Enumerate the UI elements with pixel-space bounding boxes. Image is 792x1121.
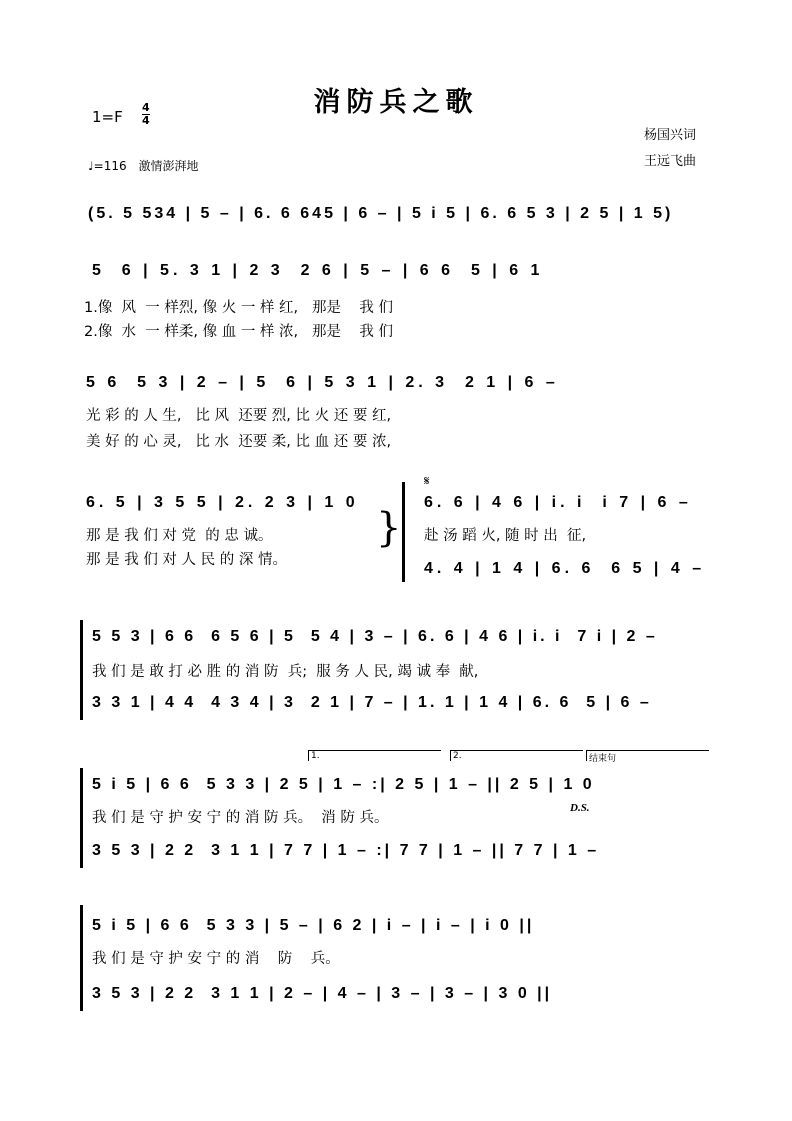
row4-notes-right-top: 6. 6 | 4 6 | i. i i 7 | 6 – <box>424 494 692 511</box>
music-row-4 <box>86 476 712 586</box>
row3-lyric-verse2: 美 好 的 心 灵, 比 水 还要 柔, 比 血 还 要 浓, <box>86 434 392 450</box>
verse-brace: } <box>376 505 402 551</box>
row4-notes-right-bottom: 4. 4 | 1 4 | 6. 6 6 5 | 4 – <box>424 560 706 577</box>
row5-notes-bottom: 3 3 1 | 4 4 4 3 4 | 3 2 1 | 7 – | 1. 1 | 1 4 | 6. 6 5 | 6 – <box>92 694 652 711</box>
row4-lyric-left-verse2: 那 是 我 们 对 人 民 的 深 情。 <box>86 552 287 568</box>
row7-lyric: 我 们 是 守 护 安 宁 的 消 防 兵。 <box>92 951 340 967</box>
row5-bracket <box>80 620 83 720</box>
time-numerator: 4 <box>142 101 150 114</box>
row4-notes-left: 6. 5 | 3 5 5 | 2. 2 3 | 1 0 <box>86 494 359 511</box>
music-row-2 <box>84 262 712 342</box>
segno-sign: 𝄋 <box>424 474 430 489</box>
row4-lyric-left-verse1: 那 是 我 们 对 党 的 忠 诚。 <box>86 528 273 544</box>
dal-segno: D.S. <box>570 802 590 814</box>
row7-bracket <box>80 905 83 1011</box>
row4-lyric-right: 赴 汤 蹈 火, 随 时 出 征, <box>424 528 587 544</box>
row6-notes-bottom: 3 5 3 | 2 2 3 1 1 | 7 7 | 1 – :| 7 7 | 1 – || 7 7 | 1 – <box>92 842 600 859</box>
row5-notes-top: 5 5 3 | 6 6 6 5 6 | 5 5 4 | 3 – | 6. 6 | 4 6 | i. i 7 i | 2 – <box>92 628 658 645</box>
row7-notes-bottom: 3 5 3 | 2 2 3 1 1 | 2 – | 4 – | 3 – | 3 – | 3 0 || <box>92 985 553 1002</box>
music-row-3 <box>86 374 712 454</box>
row3-notes: 5 6 5 3 | 2 – | 5 6 | 5 3 1 | 2. 3 2 1 | 6 – <box>86 374 559 391</box>
song-title: 消防兵之歌 <box>313 87 479 118</box>
row6-notes-top: 5 i 5 | 6 6 5 3 3 | 2 5 | 1 – :| 2 5 | 1 – || 2 5 | 1 0 <box>92 776 595 793</box>
row2-lyric-verse1: 1.像 风 一 样烈, 像 火 一 样 红, 那是 我 们 <box>84 300 394 316</box>
row5-lyric: 我 们 是 敢 打 必 胜 的 消 防 兵; 服 务 人 民, 竭 诚 奉 献, <box>92 664 479 680</box>
time-signature <box>142 102 150 127</box>
music-row-5 <box>80 620 712 720</box>
expression-marking: 激情澎湃地 <box>138 159 199 173</box>
time-denominator: 4 <box>142 114 150 127</box>
key-signature: 1=F <box>92 108 123 126</box>
row7-notes-top: 5 i 5 | 6 6 5 3 3 | 5 – | 6 2 | i – | i – | i 0 || <box>92 917 535 934</box>
ending-bracket: 结束句 <box>586 750 709 761</box>
volta-second: 2. <box>450 750 583 761</box>
row3-lyric-verse1: 光 彩 的 人 生, 比 风 还要 烈, 比 火 还 要 红, <box>86 408 392 424</box>
tempo-marking <box>88 157 198 174</box>
volta-first: 1. <box>308 750 441 761</box>
row2-notes: 5 6 | 5. 3 1 | 2 3 2 6 | 5 – | 6 6 5 | 6 1 <box>92 262 544 279</box>
music-row-7 <box>80 905 712 1015</box>
tempo-value: ♩=116 <box>88 159 127 173</box>
lyricist-credit: 杨国兴词 <box>643 128 696 143</box>
composer-credit: 王远飞曲 <box>643 154 696 169</box>
system-bracket <box>402 482 405 582</box>
intro-notes: (5. 5 534 | 5 – | 6. 6 645 | 6 – | 5 i 5 | 6. 6 5 3 | 2 5 | 1 5) <box>88 205 674 222</box>
row6-lyric: 我 们 是 守 护 安 宁 的 消 防 兵。 消 防 兵。 <box>92 810 389 826</box>
row6-bracket <box>80 768 83 868</box>
row2-lyric-verse2: 2.像 水 一 样柔, 像 血 一 样 浓, 那是 我 们 <box>84 324 394 340</box>
music-row-6 <box>80 750 712 870</box>
